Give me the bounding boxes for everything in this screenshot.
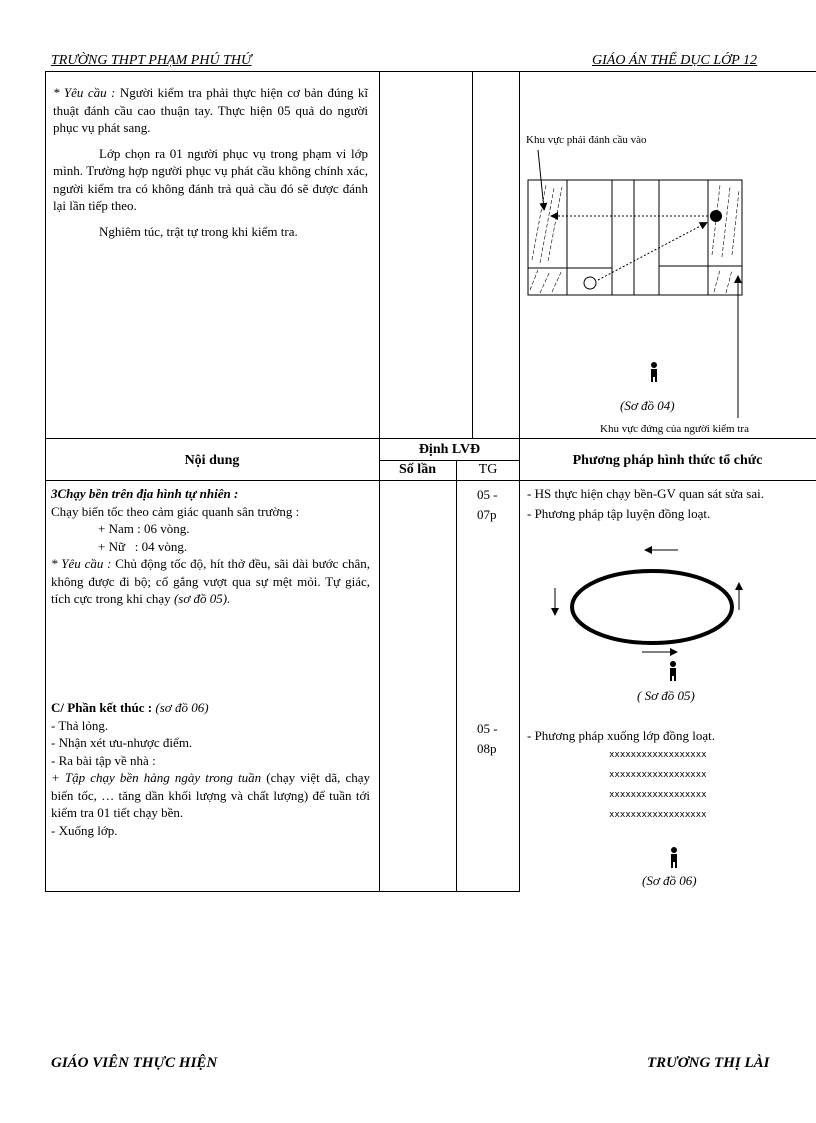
header-so-lan: Số lần — [399, 462, 436, 477]
section3-req-ref: (sơ đồ 05). — [173, 591, 231, 607]
section3-method2: - Phương pháp tập luyện đồng loạt. — [527, 505, 711, 521]
section3-nu: + Nữ : 04 vòng. — [98, 538, 188, 554]
footer-teacher-label: GIÁO VIÊN THỰC HIỆN — [51, 1055, 218, 1071]
top-content — [53, 84, 368, 240]
header-method: Phương pháp hình thức tổ chức — [572, 453, 763, 468]
person-icon — [670, 661, 676, 681]
col-divider-2b — [456, 460, 457, 892]
formation-row: xxxxxxxxxxxxxxxxxx — [609, 790, 707, 800]
track-ellipse — [572, 571, 732, 643]
req-text: Người kiểm tra phải thực hiện cơ bản đúng kĩ thuật đánh cầu cao thuận tay. Thực hiện 05 quả do người phục vụ phát sang. — [53, 85, 369, 136]
hatched-back-area — [712, 185, 739, 293]
badminton-court-diagram — [520, 145, 810, 435]
person-icon — [664, 846, 684, 872]
school-name: TRƯỜNG THPT PHẠM PHÚ THỨ — [51, 53, 252, 68]
section3-method1: - HS thực hiện chạy bền-GV quan sát sửa sai. — [527, 486, 764, 501]
serve-arrow — [598, 223, 706, 280]
footer-teacher-name: TRƯƠNG THỊ LÀI — [647, 1055, 770, 1071]
para-discipline: Nghiêm túc, trật tự trong khi kiểm tra. — [99, 223, 298, 239]
section3-time: 05 - 07p — [477, 487, 498, 522]
player-dot — [710, 210, 722, 222]
col-divider-2a — [472, 71, 473, 438]
server-dot — [584, 277, 596, 289]
section3-title: 3Chạy bền trên địa hình tự nhiên : — [51, 486, 239, 501]
header-dinh-lvd: Định LVĐ — [418, 442, 481, 457]
table-left-border — [45, 71, 46, 892]
diagram5-caption: ( Sơ đồ 05) — [637, 688, 695, 703]
header-tg: TG — [478, 462, 498, 477]
court — [528, 180, 742, 295]
sectionC-title: C/ Phần kết thúc : — [51, 700, 153, 715]
diagram4-caption: (Sơ đồ 04) — [620, 398, 675, 413]
sectionC-content — [51, 699, 370, 839]
person-icon — [651, 362, 657, 382]
area-label: Khu vực phải đánh cầu vào — [526, 134, 647, 146]
formation-row: xxxxxxxxxxxxxxxxxx — [609, 750, 707, 760]
section3-line1: Chạy biến tốc theo cảm giác quanh sân trường : — [51, 503, 300, 519]
sectionC-hw-text: (chạy việt dã, chạy biến tốc, … tăng dần khối lượng và chất lượng) để tuần tới kiểm tra 01 tiết chạy bền. — [51, 770, 370, 821]
sectionC-title-ref: (sơ đồ 06) — [152, 700, 209, 715]
section3-nam: + Nam : 06 vòng. — [98, 521, 190, 537]
row-divider — [45, 438, 816, 439]
para-server: Lớp chọn ra 01 người phục vụ trong phạm vi lớp mình. Trường hợp người phục vụ phát cầu không chính xác, người kiểm tra có không đánh trả quả cầu đó sẽ được đánh lại lần tiếp theo. — [53, 145, 368, 214]
header-bottom-border — [45, 480, 816, 481]
diagram6-caption: (Sơ đồ 06) — [642, 873, 697, 888]
sectionC-last: - Xuống lớp. — [51, 822, 118, 838]
formation — [609, 745, 707, 825]
req-label: * Yêu cầu : — [53, 85, 116, 100]
stand-label: Khu vực đứng của người kiểm tra — [600, 423, 749, 435]
table-top-border — [45, 71, 816, 72]
sectionC-item: - Ra bài tập về nhà : — [51, 752, 156, 768]
section3-req-text: Chủ động tốc độ, hít thở đều, sãi dài bước chân, không được đi bộ; cố gắng vượt qua sự mệt mỏi. Tự giác, tích cực trong khi chạy — [51, 556, 370, 607]
sectionC-method: - Phương pháp xuống lớp đồng loạt. — [527, 728, 715, 743]
section3-req-label: * Yêu cầu : — [51, 556, 112, 572]
col-divider-1 — [379, 71, 380, 892]
hatched-target-area — [530, 185, 562, 293]
table-bottom-border — [45, 891, 520, 892]
sectionC-hw-label: + Tập chạy bền hàng ngày trong tuần — [51, 770, 262, 786]
subject-title: GIÁO ÁN THỂ DỤC LỚP 12 — [592, 53, 758, 68]
sectionC-time: 05 - 08p — [477, 721, 498, 756]
section3-method-block — [527, 485, 816, 522]
formation-row: xxxxxxxxxxxxxxxxxx — [609, 770, 707, 780]
header-content: Nội dung — [184, 453, 240, 468]
formation-row: xxxxxxxxxxxxxxxxxx — [609, 810, 707, 820]
running-track-diagram — [540, 540, 760, 690]
sectionC-item: - Nhận xét ưu-nhược điểm. — [51, 735, 193, 751]
sectionC-item: - Thả lỏng. — [51, 717, 109, 733]
section3-content — [51, 485, 370, 608]
